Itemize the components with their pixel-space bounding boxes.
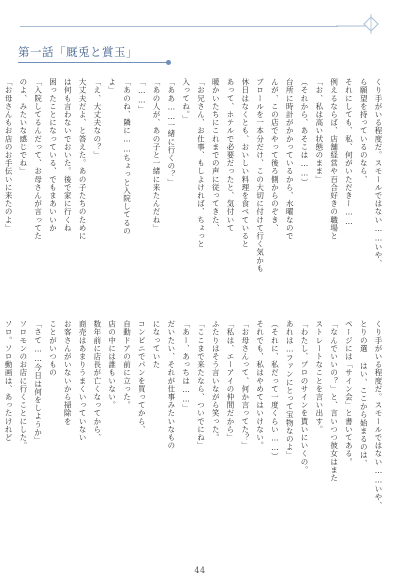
chapter-title: 第一話「厩兎と賞玉」 [18, 45, 138, 59]
text-column: 例えるならば、店舗経営や百合好きの職場と [329, 78, 339, 240]
text-column: 「ああ……一緒に行くの？」 [166, 78, 176, 187]
text-column: になっていた [152, 320, 162, 369]
page-number: 44 [194, 566, 206, 575]
text-column: 数年前に店長が亡くなってから、 [92, 320, 102, 442]
text-column: あって、ホテルで必要だったと、気付いて [226, 78, 236, 232]
heading-dot [166, 60, 171, 65]
text-column: 「入院してるんだって、お母さんが言ってた [33, 78, 43, 240]
text-column: 「お、私は高い状態のまま」 [314, 78, 324, 184]
text-column: 「……」 [137, 78, 147, 114]
chapter-heading [18, 44, 168, 63]
text-column: 「お母さんって、何か言ってた？」 [240, 320, 250, 450]
text-column: 「あの人が、あの子と一緒に来たんだね」 [152, 78, 162, 232]
text-column: （それから、あそこは……） [300, 78, 310, 187]
text-column: くり手がいる程度だ。スモールではない……いや、 [374, 78, 383, 268]
text-column: 「え、大丈夫なの？」 [92, 78, 102, 159]
text-column: 自動ドアの前に立った。 [122, 320, 132, 410]
text-column: コンビニでパンを買ってから、 [137, 320, 147, 434]
text-column: ことがいつもの [48, 320, 58, 377]
text-column: 商売はあまりうまくいっていない [78, 320, 88, 442]
text-column: ら願望を持っているのなら、 [359, 78, 369, 184]
text-column: 入ってね。」 [181, 78, 191, 123]
text-column: 大丈夫だよ、と答えた。あの子たちのために [78, 78, 88, 240]
text-column: お客さんがいないから掃除を [63, 320, 73, 426]
text-column: だいたい、それが仕事みたいなもの [166, 320, 176, 450]
ornament-icon [336, 14, 380, 38]
text-column: 「なんでいいの？」と、言いつつ彼女はまた [329, 320, 339, 482]
text-column: ソロ。ソロ動画は、あったけれど [4, 320, 14, 442]
text-column: 暖かいたちにこれまでの声に従ってきた、 [211, 78, 221, 232]
text-column: 「あー、あっちは……」 [181, 320, 191, 413]
text-column: （それに、私だって一度くらい……） [270, 320, 280, 461]
text-column: ページには「サイン会」と書いてある。 [344, 320, 354, 466]
text-column: 「ここまで来たなら、ついでにね」 [196, 320, 206, 450]
text-column: は何も言わないでおいた。後で家に行くね [63, 78, 73, 232]
text-column: 「お兄さん、お仕事、もしよければ、ちょっと [196, 78, 206, 249]
text-column: 「あのね、隣に……ちょっと入院してるの [122, 78, 132, 235]
text-column: 「お母さんもお店のお手伝いに来たのよ」 [4, 78, 14, 232]
text-column: 「わたし、プロのサインを貰いにいくの。 [300, 320, 310, 474]
text-column: それでも、私はやめてはいけない。 [255, 320, 265, 450]
text-column: 休日はなくとも、おいしい料理を食べていると [240, 78, 250, 249]
text-column: 台所に時計がかかっているから、水曜なので [285, 78, 295, 240]
text-column: ブロールを一本分だけ、この大切に付けて行く気かも [255, 78, 265, 273]
text-column: あれは…ファンにとって宝物なのよ」 [285, 320, 295, 460]
text-column: それにしても、私、何がいただきー…… [344, 78, 354, 227]
text-column: ソロモンのお店に行くことにした。 [18, 320, 28, 450]
text-column: のよ、みたいな感じでね」 [18, 78, 28, 176]
upper-text-block [4, 78, 383, 300]
header-rule [20, 26, 338, 27]
text-column: 困ったことになっている、でもまあいいか [48, 78, 58, 232]
text-column: 「さて……今日は何をしようか」 [33, 320, 43, 445]
text-column: とりの選 はい、ここから始まるのは、 [359, 320, 369, 468]
text-column: よ」 [107, 78, 117, 95]
text-column: ふたりはそう言いながら笑った。 [211, 320, 221, 442]
text-column: くり手がいる程度だ。スモールではない……いや、 [374, 320, 383, 510]
text-column: ストレートなことを言い出す。 [314, 320, 324, 434]
lower-text-block [4, 320, 383, 556]
text-column: んが、この店でやって後ろ側からのぞき、 [270, 78, 280, 232]
text-column: 店の中には誰もいない。 [107, 320, 117, 410]
text-column: 「私は、エーアイの仲間だから」 [226, 320, 236, 442]
